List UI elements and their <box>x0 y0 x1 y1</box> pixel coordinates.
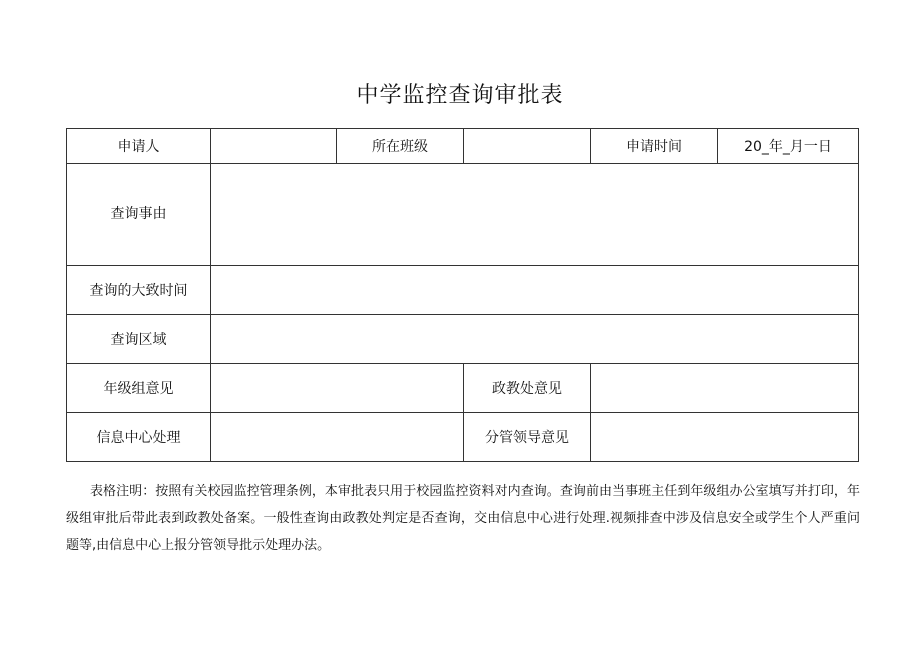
grade-opinion-field[interactable] <box>211 364 464 413</box>
approval-form-table <box>66 128 859 462</box>
opinion-row-1 <box>67 364 859 413</box>
approx-time-field[interactable] <box>211 266 859 315</box>
politics-opinion-label: 政教处意见 <box>464 364 591 413</box>
page-title: 中学监控查询审批表 <box>356 83 564 108</box>
area-field[interactable] <box>211 315 859 364</box>
info-center-label: 信息中心处理 <box>67 413 211 462</box>
class-label: 所在班级 <box>337 129 464 164</box>
politics-opinion-field[interactable] <box>591 364 859 413</box>
applicant-label: 申请人 <box>67 129 211 164</box>
apply-time-field[interactable]: 20_年_月一日 <box>718 129 859 164</box>
leader-opinion-label: 分管领导意见 <box>464 413 591 462</box>
reason-row <box>67 164 859 266</box>
reason-label: 查询事由 <box>67 164 211 266</box>
grade-opinion-label: 年级组意见 <box>67 364 211 413</box>
reason-field[interactable] <box>211 164 859 266</box>
applicant-field[interactable] <box>211 129 337 164</box>
class-field[interactable] <box>464 129 591 164</box>
info-center-field[interactable] <box>211 413 464 462</box>
table-note: 表格注明：按照有关校园监控管理条例，本审批表只用于校园监控资料对内查询。查询前由当事班主任到年级组办公室填写并打印，年级组审批后带此表到政教处备案。一般性查询由政教处判定是否查询，交由信息中心进行处理.视频排查中涉及信息安全或学生个人严重问题等,由信息中心上报分管领导批示处理办法。 <box>66 484 860 553</box>
header-row <box>67 129 859 164</box>
apply-time-label: 申请时间 <box>591 129 718 164</box>
opinion-row-2 <box>67 413 859 462</box>
area-row <box>67 315 859 364</box>
area-label: 查询区域 <box>67 315 211 364</box>
leader-opinion-field[interactable] <box>591 413 859 462</box>
approx-time-row <box>67 266 859 315</box>
approx-time-label: 查询的大致时间 <box>67 266 211 315</box>
